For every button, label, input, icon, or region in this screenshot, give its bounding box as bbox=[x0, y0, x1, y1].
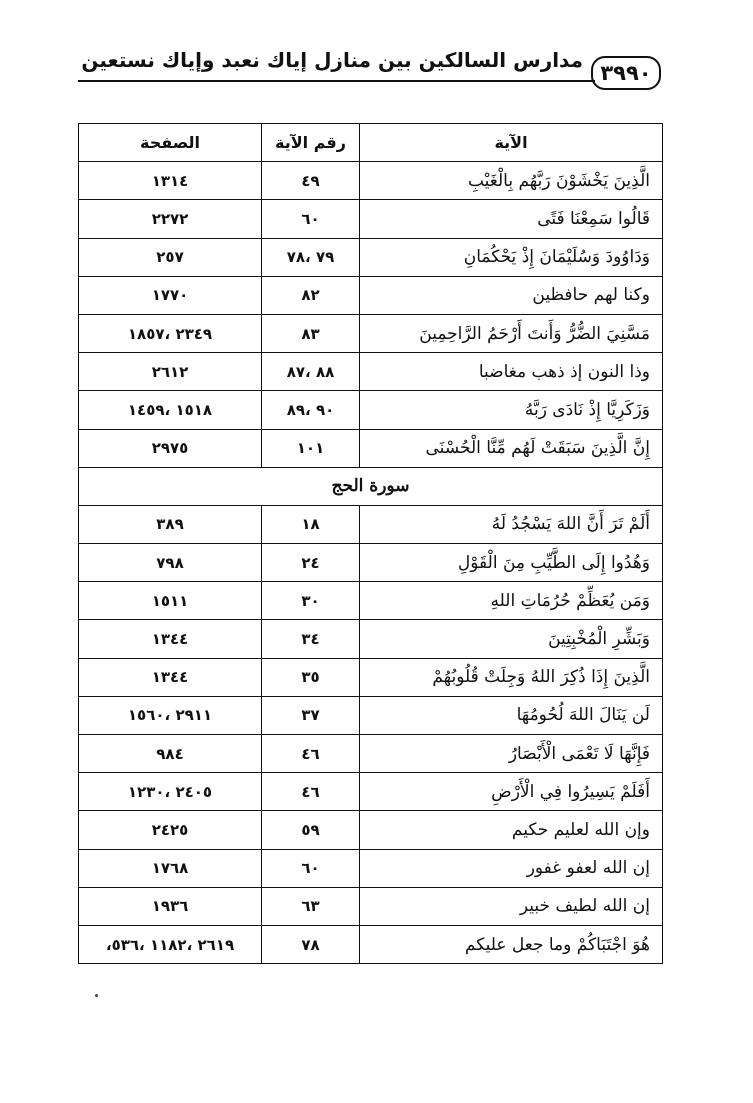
verse-cell: أَلَمْ تَرَ أَنَّ اللهَ يَسْجُدُ لَهُ bbox=[360, 505, 663, 543]
table-row bbox=[79, 773, 663, 811]
verse-cell: لَن يَنَالَ اللهَ لُحُومُهَا bbox=[360, 696, 663, 734]
verse-number-cell: ٨٨ ،٨٧ bbox=[262, 353, 360, 391]
page-cell: ١٧٦٨ bbox=[79, 849, 262, 887]
table-row bbox=[79, 658, 663, 696]
page-cell: ٢٦١٢ bbox=[79, 353, 262, 391]
page-cell: ٩٨٤ bbox=[79, 735, 262, 773]
verse-cell: أَفَلَمْ يَسِيرُوا فِي الْأَرْضِ bbox=[360, 773, 663, 811]
verse-cell: وكنا لهم حافظين bbox=[360, 276, 663, 314]
page-cell: ٢٣٤٩ ،١٨٥٧ bbox=[79, 314, 262, 352]
table-row bbox=[79, 314, 663, 352]
table-row bbox=[79, 925, 663, 963]
verse-cell: وذا النون إذ ذهب مغاضبا bbox=[360, 353, 663, 391]
page-cell: ٢٤٠٥ ،١٢٣٠ bbox=[79, 773, 262, 811]
verse-number-cell: ٥٩ bbox=[262, 811, 360, 849]
page-cell: ٢٦١٩ ،١١٨٢ ،٥٣٦، bbox=[79, 925, 262, 963]
verse-cell: وَهُدُوا إِلَى الطَّيِّبِ مِنَ الْقَوْلِ bbox=[360, 544, 663, 582]
table-row bbox=[79, 238, 663, 276]
verse-number-cell: ٧٨ bbox=[262, 925, 360, 963]
table-row bbox=[79, 391, 663, 429]
verse-number-cell: ٤٦ bbox=[262, 735, 360, 773]
page-cell: ٢٩٧٥ bbox=[79, 429, 262, 467]
table-row bbox=[79, 582, 663, 620]
verse-number-cell: ٤٩ bbox=[262, 162, 360, 200]
verse-cell: وإن الله لعليم حكيم bbox=[360, 811, 663, 849]
table-row bbox=[79, 353, 663, 391]
verse-number-cell: ١٨ bbox=[262, 505, 360, 543]
verse-cell: هُوَ اجْتَبَاكُمْ وما جعل عليكم bbox=[360, 925, 663, 963]
verse-number-cell: ٦٠ bbox=[262, 849, 360, 887]
section-row bbox=[79, 467, 663, 505]
table-row bbox=[79, 162, 663, 200]
page-cell: ٣٨٩ bbox=[79, 505, 262, 543]
table-row bbox=[79, 200, 663, 238]
page-cell: ٢٩١١ ،١٥٦٠ bbox=[79, 696, 262, 734]
verse-cell: إن الله لعفو غفور bbox=[360, 849, 663, 887]
table-row bbox=[79, 887, 663, 925]
verse-number-cell: ١٠١ bbox=[262, 429, 360, 467]
verse-number-cell: ٦٠ bbox=[262, 200, 360, 238]
verse-number-cell: ٩٠ ،٨٩ bbox=[262, 391, 360, 429]
verse-cell: الَّذِينَ يَخْشَوْنَ رَبَّهُم بِالْغَيْبِ bbox=[360, 162, 663, 200]
verse-number-cell: ٢٤ bbox=[262, 544, 360, 582]
page-cell: ٢٤٢٥ bbox=[79, 811, 262, 849]
table-row bbox=[79, 849, 663, 887]
page-cell: ١٥١٨ ،١٤٥٩ bbox=[79, 391, 262, 429]
page-cell: ٢٢٧٢ bbox=[79, 200, 262, 238]
page-cell: ١٥١١ bbox=[79, 582, 262, 620]
verse-cell: قَالُوا سَمِعْنَا فَتًى bbox=[360, 200, 663, 238]
column-header-verse: الآية bbox=[360, 124, 663, 162]
verse-number-cell: ٦٣ bbox=[262, 887, 360, 925]
verse-number-cell: ٣٤ bbox=[262, 620, 360, 658]
verse-number-cell: ٣٠ bbox=[262, 582, 360, 620]
stray-dot bbox=[95, 994, 98, 997]
table-row bbox=[79, 696, 663, 734]
verse-number-cell: ٣٥ bbox=[262, 658, 360, 696]
header-rule bbox=[78, 80, 595, 82]
verse-number-cell: ٨٣ bbox=[262, 314, 360, 352]
table-row bbox=[79, 276, 663, 314]
verse-cell: وَبَشِّرِ الْمُخْبِتِينَ bbox=[360, 620, 663, 658]
section-title: سورة الحج bbox=[79, 467, 663, 505]
page-cell: ١٣٤٤ bbox=[79, 658, 262, 696]
table-row bbox=[79, 429, 663, 467]
page-cell: ١٣٤٤ bbox=[79, 620, 262, 658]
page-cell: ١٣١٤ bbox=[79, 162, 262, 200]
page-cell: ١٧٧٠ bbox=[79, 276, 262, 314]
verse-number-cell: ٧٩ ،٧٨ bbox=[262, 238, 360, 276]
column-header-verse-number: رقم الآية bbox=[262, 124, 360, 162]
column-header-page: الصفحة bbox=[79, 124, 262, 162]
page-cell: ٢٥٧ bbox=[79, 238, 262, 276]
verse-cell: إِنَّ الَّذِينَ سَبَقَتْ لَهُم مِّنَّا الْحُسْنَى bbox=[360, 429, 663, 467]
table-row bbox=[79, 544, 663, 582]
table-row bbox=[79, 735, 663, 773]
table-row bbox=[79, 811, 663, 849]
page-number: ٣٩٩٠ bbox=[591, 56, 661, 90]
table-header-row bbox=[79, 124, 663, 162]
verse-cell: وَدَاوُودَ وَسُلَيْمَانَ إِذْ يَحْكُمَانِ bbox=[360, 238, 663, 276]
verse-number-cell: ٨٢ bbox=[262, 276, 360, 314]
verse-cell: مَسَّنِيَ الضُّرُّ وَأَنتَ أَرْحَمُ الرَّاحِمِينَ bbox=[360, 314, 663, 352]
table-row bbox=[79, 505, 663, 543]
page-cell: ١٩٣٦ bbox=[79, 887, 262, 925]
page-cell: ٧٩٨ bbox=[79, 544, 262, 582]
verse-cell: فَإِنَّهَا لَا تَعْمَى الْأَبْصَارُ bbox=[360, 735, 663, 773]
running-title: مدارس السالكين بين منازل إياك نعبد وإياك نستعين bbox=[81, 48, 583, 72]
table-row bbox=[79, 620, 663, 658]
verse-index-table bbox=[78, 123, 663, 964]
verse-number-cell: ٤٦ bbox=[262, 773, 360, 811]
verse-number-cell: ٣٧ bbox=[262, 696, 360, 734]
verse-cell: وَمَن يُعَظِّمْ حُرُمَاتِ اللهِ bbox=[360, 582, 663, 620]
page-header bbox=[78, 40, 661, 96]
verse-cell: الَّذِينَ إِذَا ذُكِرَ اللهُ وَجِلَتْ قُلُوبُهُمْ bbox=[360, 658, 663, 696]
verse-cell: إن الله لطيف خبير bbox=[360, 887, 663, 925]
verse-cell: وَزَكَرِيَّا إِذْ نَادَى رَبَّهُ bbox=[360, 391, 663, 429]
